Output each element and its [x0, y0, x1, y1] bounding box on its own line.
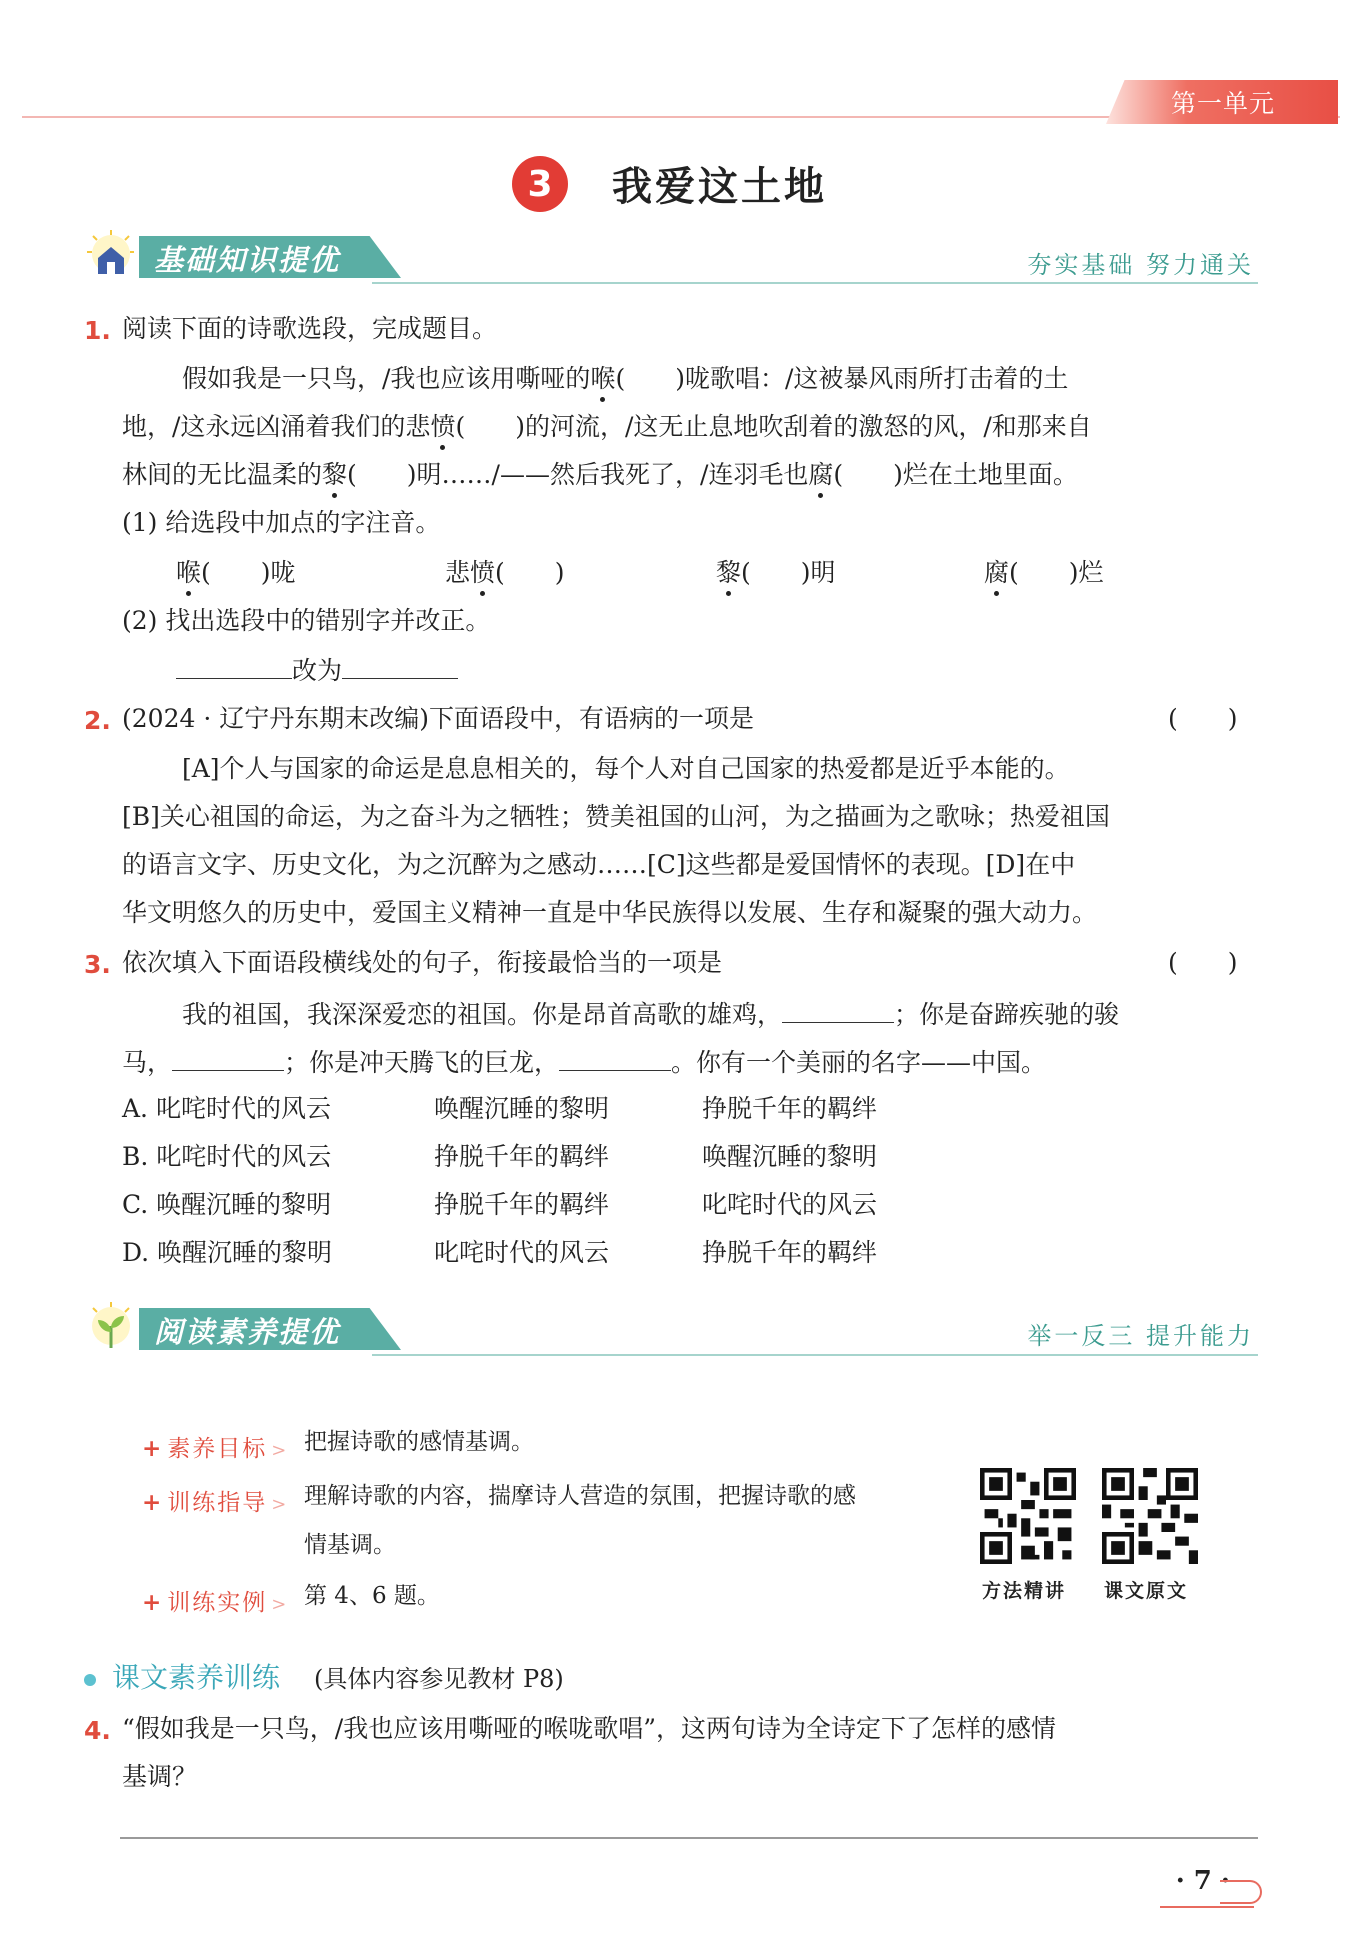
qr-code-icon[interactable]	[1102, 1468, 1198, 1564]
qr-caption: 课文原文	[1104, 1580, 1189, 1602]
lesson-number-badge: 3	[512, 156, 568, 212]
qr-code-icon[interactable]	[980, 1468, 1076, 1564]
poem-line: 林间的无比温柔的黎( )明……/——然后我死了，/连羽毛也腐( )烂在土地里面。	[122, 460, 1078, 489]
option-c-c: 叱咤时代的风云	[702, 1190, 878, 1219]
pinyin-item[interactable]: 喉( )咙	[176, 558, 296, 587]
passage-line: 我的祖国，我深深爱恋的祖国。你是昂首高歌的雄鸡， ；你是奋蹄疾驰的骏	[182, 1000, 1120, 1029]
sub-question: (2) 找出选段中的错别字并改正。	[122, 606, 491, 635]
passage-line: [B]关心祖国的命运，为之奋斗为之牺牲；赞美祖国的山河，为之描画为之歌咏；热爱祖国	[122, 802, 1110, 831]
question-prompt: 阅读下面的诗歌选段，完成题目。	[122, 314, 498, 343]
question-prompt: “假如我是一只鸟，/我也应该用嘶哑的喉咙歌唱”，这两句诗为全诗定下了怎样的感情	[122, 1714, 1056, 1743]
question-number: 2.	[84, 706, 111, 735]
poem-line: 地，/这永远凶涌着我们的悲愤( )的河流，/这无止息地吹刮着的激怒的风，/和那来自	[122, 412, 1092, 441]
option-b[interactable]: B. 叱咤时代的风云	[122, 1142, 332, 1171]
question-number: 1.	[84, 316, 111, 345]
option-c-b: 挣脱千年的羁绊	[434, 1190, 610, 1219]
option-d-b: 叱咤时代的风云	[434, 1238, 610, 1267]
sub-section-note: (具体内容参见教材 P8)	[314, 1665, 564, 1693]
section-slogan: 夯实基础 努力通关	[1027, 251, 1254, 279]
sprout-lightbulb-icon	[84, 1302, 134, 1352]
banner-underline	[372, 282, 1258, 284]
section-slogan: 举一反三 提升能力	[1027, 1322, 1254, 1350]
page-curl-decoration	[1220, 1880, 1262, 1904]
answer-parentheses[interactable]: ( )	[1168, 704, 1238, 733]
option-b-c: 唤醒沉睡的黎明	[702, 1142, 878, 1171]
sub-section-title: 课文素养训练	[112, 1661, 281, 1694]
bottom-rule	[120, 1837, 1258, 1839]
question-prompt: 依次填入下面语段横线处的句子，衔接最恰当的一项是	[122, 948, 723, 977]
page-number: · 7 ·	[1175, 1866, 1230, 1896]
passage-line: 马， ；你是冲天腾飞的巨龙， 。你有一个美丽的名字——中国。	[122, 1048, 1047, 1077]
tip-text: 情基调。	[304, 1532, 396, 1558]
example-text: 第 4、6 题。	[304, 1583, 440, 1609]
lesson-title: 我爱这土地	[612, 163, 827, 210]
passage-line: [A]个人与国家的命运是息息相关的，每个人对自己国家的热爱都是近乎本能的。	[182, 754, 1070, 783]
question-number: 4.	[84, 1716, 111, 1745]
question-prompt: (2024 · 辽宁丹东期末改编)下面语段中，有语病的一项是	[122, 704, 754, 733]
qr-caption: 方法精讲	[982, 1580, 1067, 1602]
option-a-b: 唤醒沉睡的黎明	[434, 1094, 610, 1123]
unit-label: 第一单元	[1170, 89, 1275, 118]
section-banner-reading	[84, 1302, 404, 1352]
question-prompt: 基调？	[122, 1762, 198, 1791]
pinyin-item[interactable]: 悲愤( )	[445, 558, 565, 587]
answer-parentheses[interactable]: ( )	[1168, 948, 1238, 977]
pinyin-item[interactable]: 黎( )明	[716, 558, 836, 587]
section-banner-basic	[84, 230, 404, 280]
answer-blank[interactable]	[782, 1000, 894, 1023]
goal-label: + 素养目标 >	[142, 1435, 289, 1462]
option-c[interactable]: C. 唤醒沉睡的黎明	[122, 1190, 332, 1219]
tip-label: + 训练指导 >	[142, 1489, 289, 1516]
passage-line: 的语言文字、历史文化，为之沉醉为之感动……[C]这些都是爱国情怀的表现。[D]在中	[122, 850, 1076, 879]
question-number: 3.	[84, 950, 111, 979]
answer-blank[interactable]	[342, 656, 458, 679]
banner-underline	[372, 1354, 1258, 1356]
poem-line: 假如我是一只鸟，/我也应该用嘶哑的喉( )咙歌唱：/这被暴风雨所打击着的土	[182, 364, 1069, 393]
sub-question: (1) 给选段中加点的字注音。	[122, 508, 441, 537]
option-a-c: 挣脱千年的羁绊	[702, 1094, 878, 1123]
page-number-underline	[1160, 1906, 1254, 1908]
pinyin-item[interactable]: 腐( )烂	[984, 558, 1104, 587]
house-lightbulb-icon	[84, 230, 134, 280]
option-a[interactable]: A. 叱咤时代的风云	[122, 1094, 331, 1123]
option-b-b: 挣脱千年的羁绊	[434, 1142, 610, 1171]
passage-line: 华文明悠久的历史中，爱国主义精神一直是中华民族得以发展、生存和凝聚的强大动力。	[122, 898, 1098, 927]
example-label: + 训练实例 >	[142, 1589, 289, 1616]
answer-blank[interactable]	[176, 656, 292, 679]
bullet-dot	[84, 1674, 96, 1686]
answer-blank[interactable]	[172, 1048, 284, 1071]
tip-text: 理解诗歌的内容，揣摩诗人营造的氛围，把握诗歌的感	[304, 1483, 856, 1509]
answer-blank[interactable]	[559, 1048, 671, 1071]
correction-row[interactable]: 改为	[176, 656, 458, 683]
option-d-c: 挣脱千年的羁绊	[702, 1238, 878, 1267]
option-d[interactable]: D. 唤醒沉睡的黎明	[122, 1238, 333, 1267]
goal-text: 把握诗歌的感情基调。	[304, 1429, 534, 1455]
section-title: 阅读素养提优	[154, 1315, 341, 1349]
section-title: 基础知识提优	[154, 243, 341, 277]
